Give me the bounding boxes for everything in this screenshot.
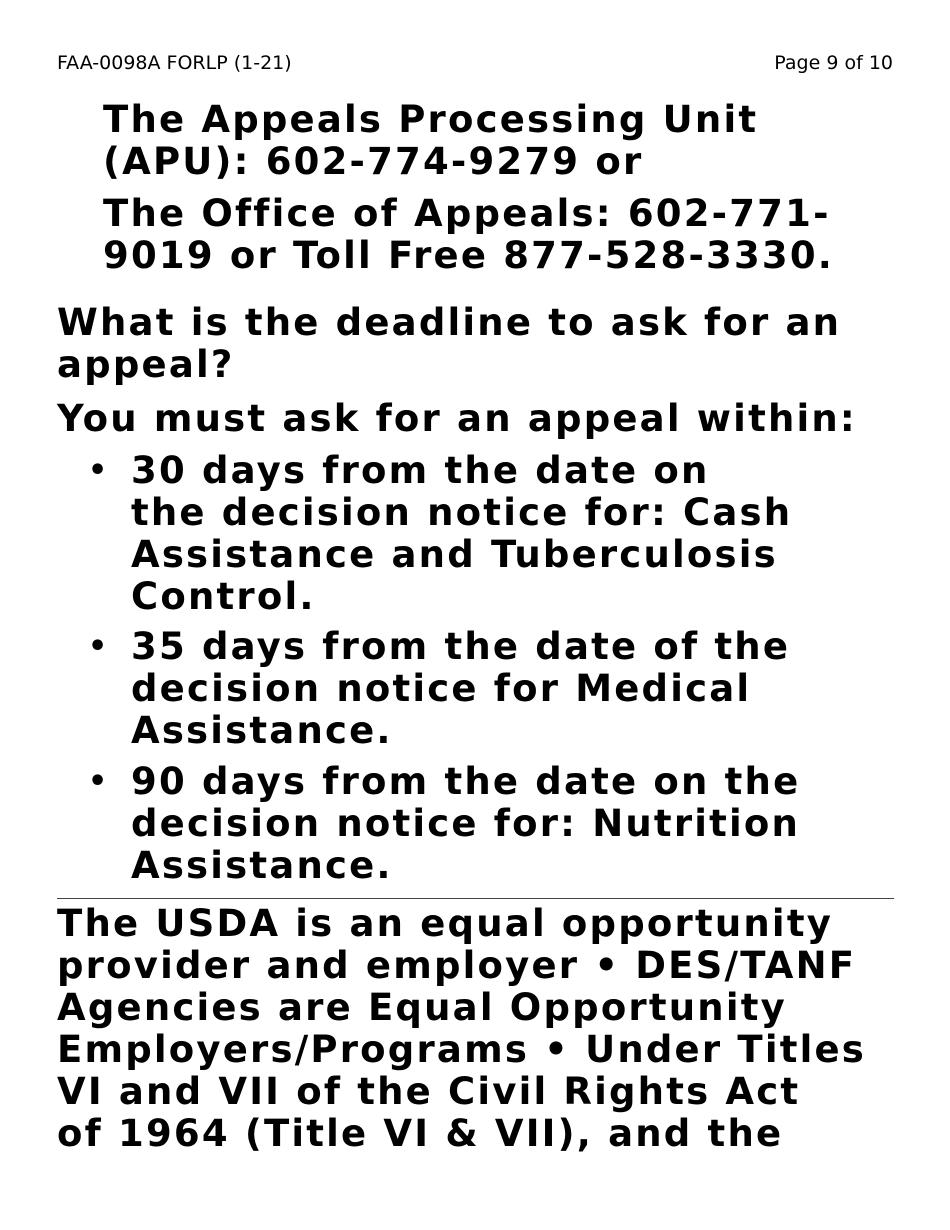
text-line: 90 days from the date on the: [131, 760, 801, 803]
list-item: [131, 761, 800, 887]
text-line: Agencies are Equal Opportunity: [57, 986, 787, 1029]
text-line: decision notice for Medical: [131, 667, 752, 710]
text-line: appeal?: [57, 343, 235, 386]
text-line: of 1964 (Title VI & VII), and the: [57, 1112, 784, 1155]
text-line: the decision notice for: Cash: [131, 491, 793, 534]
bullet-icon: •: [88, 629, 108, 664]
text-line: What is the deadline to ask for an: [57, 301, 842, 344]
text-line: decision notice for: Nutrition: [131, 802, 801, 845]
apu-contact: [103, 99, 758, 183]
equal-opportunity-notice: [57, 903, 866, 1155]
text-line: The Appeals Processing Unit: [103, 98, 759, 141]
text-line: 35 days from the date of the: [131, 625, 791, 668]
text-line: (APU): 602-774-9279 or: [103, 140, 644, 183]
deadline-question: [57, 302, 841, 386]
deadline-intro: You must ask for an appeal within:: [57, 397, 857, 440]
text-line: Assistance.: [131, 844, 393, 887]
text-line: Assistance.: [131, 709, 393, 752]
text-line: provider and employer • DES/TANF: [57, 944, 857, 987]
bullet-icon: •: [88, 764, 108, 799]
text-line: The Office of Appeals: 602-771-: [103, 192, 831, 235]
text-line: The USDA is an equal opportunity: [57, 902, 834, 945]
divider: [57, 898, 894, 899]
bullet-icon: •: [88, 453, 108, 488]
text-line: Assistance and Tuberculosis: [131, 533, 778, 576]
text-line: 9019 or Toll Free 877-528-3330.: [103, 234, 835, 277]
text-line: Employers/Programs • Under Titles: [57, 1028, 866, 1071]
text-line: Control.: [131, 575, 316, 618]
page-number: Page 9 of 10: [774, 52, 893, 74]
list-item: [131, 450, 792, 618]
text-line: 30 days from the date on: [131, 449, 710, 492]
form-id: FAA-0098A FORLP (1-21): [57, 52, 292, 74]
office-of-appeals-contact: [103, 193, 834, 277]
list-item: [131, 626, 790, 752]
text-line: VI and VII of the Civil Rights Act: [57, 1070, 801, 1113]
